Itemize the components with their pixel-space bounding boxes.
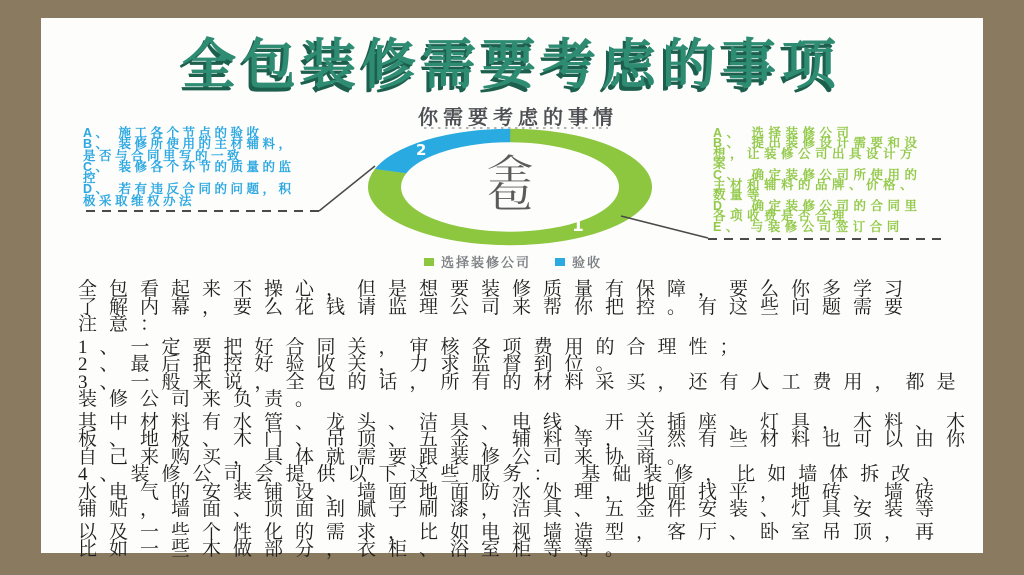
body-line: 注意：: [78, 314, 172, 335]
annotation-line: 案: [713, 157, 731, 172]
body-line: 其中材料有水管、龙头、洁具、电线、开关插座、灯具，木料、木: [78, 411, 978, 433]
left-annotation-block: [83, 128, 295, 207]
annotation-line: B、 装修所使用的主材辅料，: [83, 137, 295, 152]
annotation-line: 数量等: [713, 188, 765, 203]
annotation-line: 极采取维权办法: [83, 193, 196, 208]
body-line: 水电气的安装铺设、墙面地面防水处理，地面找平，地砖、墙砖: [78, 481, 947, 503]
annotation-line: A、 施工各个节点的验收: [83, 126, 263, 140]
body-line: 比如一些木做部分，衣柜、浴室柜等等。: [78, 539, 637, 560]
slice-number-1: 1: [572, 216, 584, 236]
body-line: 装修公司来负责。: [78, 389, 327, 410]
annotation-line: 主材和辅料的品牌、价格、: [713, 178, 918, 193]
body-line: 1、一定要把好合同关，审核各项费用的合理性；: [78, 336, 751, 358]
annotation-line: B、 提出装修设计需要和设: [713, 136, 922, 151]
body-line: 板、地板、木门、吊顶、五金、辅料等，当然有些材料也可以由你: [78, 429, 978, 450]
legend-item-choose-company: [424, 252, 531, 271]
body-line: 3、一般来说，全包的话，所有的材料采买，还有人工费用，都是: [78, 371, 968, 393]
body-line: 自己来购买，具体就需要跟装修公司来协商。: [78, 446, 699, 468]
donut-center-line1: 全: [486, 153, 536, 187]
annotation-line: A、 选择装修公司: [713, 126, 854, 140]
right-annotation-block: [713, 128, 922, 232]
chart-title: 你需要考虑的事情: [418, 107, 618, 129]
annotation-line: C、 确定装修公司所使用的: [713, 167, 922, 182]
annotation-line: 控: [83, 171, 100, 186]
body-text-block: [78, 281, 978, 559]
legend-swatch-blue-icon: [555, 258, 565, 266]
body-line: 全包看起来不操心，但是想要装修质量有保障，要么你多学习: [78, 279, 916, 300]
legend-label: 选择装修公司: [441, 255, 532, 270]
annotation-line: 想，让装修公司出具设计方: [713, 146, 918, 161]
annotation-line: E、 与装修公司签订合同: [713, 219, 904, 234]
annotation-line: 是否与合同里写的一致: [83, 148, 244, 163]
chart-legend: [424, 252, 602, 271]
donut-center-label: [459, 153, 564, 215]
legend-label: 验收: [572, 255, 603, 270]
page-title: 全包装修需要考虑的事项: [182, 33, 842, 96]
legend-swatch-green-icon: [424, 258, 434, 266]
body-line: 4、装修公司会提供以下这些服务： 基础装修，比如墙体拆改、: [78, 464, 954, 485]
annotation-line: 各项收费是否合理: [713, 209, 850, 224]
body-line: 铺贴，墙面、顶面刮腻子刷漆，洁具、五金件安装、灯具安装等: [78, 499, 947, 520]
annotation-line: C、 装修各个环节的质量的监: [83, 159, 295, 174]
donut-center-line2: 包: [486, 180, 536, 215]
body-line: 了解内幕，要么花钱请监理公司来帮你把控。有这些问题需要: [78, 296, 916, 318]
legend-item-acceptance: [555, 252, 602, 271]
body-line: 以及一些个性化的需求，比如电视墙造型，客厅、卧室吊顶，再: [78, 521, 947, 543]
annotation-line: D 、确定装修公司的合同里: [713, 198, 922, 213]
slice-number-2: 2: [416, 141, 427, 159]
body-line: 2、最后把控好验收关，力求监督到位。: [78, 354, 627, 375]
annotation-line: D、 若有违反合同的问题，积: [83, 182, 295, 197]
